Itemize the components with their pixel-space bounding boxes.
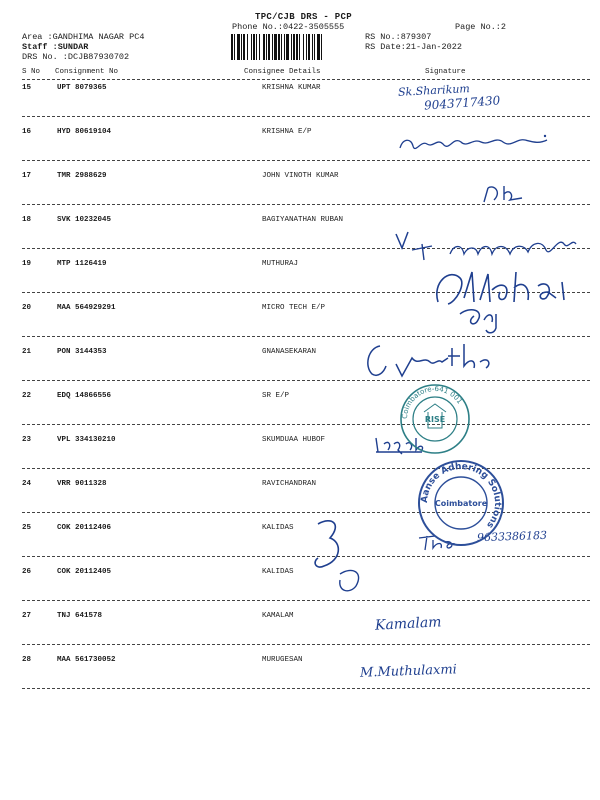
row-divider [22, 600, 590, 601]
row-sno: 28 [22, 656, 32, 664]
row-consignment-no: TMR 2988629 [57, 172, 107, 180]
signature-row-17 [480, 180, 530, 211]
row-consignment-no: MAA 561730052 [57, 656, 116, 664]
row-sno: 21 [22, 348, 32, 356]
row-consignee: MICRO TECH E/P [262, 304, 326, 312]
row-consignee: GNANASEKARAN [262, 348, 317, 356]
row-consignee: KRISHNA KUMAR [262, 84, 321, 92]
row-sno: 19 [22, 260, 32, 268]
signature-name-15: Sk.Sharikum [397, 82, 471, 99]
row-sno: 20 [22, 304, 32, 312]
rs-number: RS No.:879307 [365, 32, 432, 42]
row-sno: 23 [22, 436, 32, 444]
col-consignee: Consignee Details [244, 68, 321, 76]
signature-phone-25: 9633386183 [476, 528, 548, 545]
row-consignee: SKUMDUAA HUBOF [262, 436, 326, 444]
row-sno: 17 [22, 172, 32, 180]
row-sno: 24 [22, 480, 32, 488]
row-consignee: KAMALAM [262, 612, 294, 620]
row-consignment-no: MAA 564929291 [57, 304, 116, 312]
row-divider [22, 644, 590, 645]
rs-date: RS Date:21-Jan-2022 [365, 42, 462, 52]
row-divider [22, 556, 590, 557]
row-consignee: SR E/P [262, 392, 290, 400]
stamp1-ring-text: Coimbatore-641 001 [400, 384, 464, 420]
row-consignee: KRISHNA E/P [262, 128, 312, 136]
col-sno: S No [22, 68, 41, 76]
row-divider [22, 116, 590, 117]
staff-label: Staff :SUNDAR [22, 42, 89, 52]
signature-row-25 [312, 514, 372, 609]
barcode [231, 34, 355, 60]
stamp2-ring-text: Aanse Adhering Solutions [419, 461, 503, 530]
sheet-title: TPC/CJB DRS - PCP [255, 12, 352, 22]
signature-name-27: Kamalam [374, 614, 442, 634]
row-divider [22, 688, 590, 689]
area-label: Area :GANDHIMA NAGAR PC4 [22, 32, 145, 42]
company-stamp-2 [416, 458, 506, 553]
row-consignment-no: COK 20112406 [57, 524, 112, 532]
row-consignee: BAGIYANATHAN RUBAN [262, 216, 344, 224]
row-sno: 15 [22, 84, 32, 92]
row-consignment-no: PON 3144353 [57, 348, 107, 356]
row-consignee: RAVICHANDRAN [262, 480, 317, 488]
row-consignment-no: VRR 9011328 [57, 480, 107, 488]
company-stamp-1 [398, 382, 472, 461]
row-sno: 22 [22, 392, 32, 400]
signature-name-28: M.Muthulaxmi [359, 662, 458, 681]
row-sno: 25 [22, 524, 32, 532]
row-consignee: KALIDAS [262, 524, 294, 532]
row-consignment-no: MTP 1126419 [57, 260, 107, 268]
signature-row-19-20 [430, 262, 580, 347]
col-consignment: Consignment No [55, 68, 119, 76]
page-number: Page No.:2 [455, 22, 507, 32]
phone-number: Phone No.:0422-3505555 [232, 22, 345, 32]
row-consignment-no: SVK 10232045 [57, 216, 112, 224]
row-sno: 26 [22, 568, 32, 576]
signature-phone-15: 9043717430 [423, 93, 501, 113]
row-divider [22, 424, 590, 425]
row-consignee: JOHN VINOTH KUMAR [262, 172, 339, 180]
row-consignment-no: COK 20112405 [57, 568, 112, 576]
row-consignee: KALIDAS [262, 568, 294, 576]
row-consignee: MURUGESAN [262, 656, 303, 664]
row-sno: 18 [22, 216, 32, 224]
row-consignee: MUTHURAJ [262, 260, 299, 268]
row-consignment-no: TNJ 641578 [57, 612, 103, 620]
col-signature: Signature [425, 68, 466, 76]
row-sno: 27 [22, 612, 32, 620]
row-sno: 16 [22, 128, 32, 136]
drs-number: DRS No. :DCJB87930702 [22, 52, 130, 62]
stamp2-inner-text: Coimbatore [434, 499, 488, 508]
signature-row-16 [395, 130, 555, 165]
row-consignment-no: VPL 334130210 [57, 436, 116, 444]
row-consignment-no: UPT 8079365 [57, 84, 107, 92]
header-divider [22, 79, 590, 80]
stamp1-inner-text: RISE [424, 415, 446, 424]
row-consignment-no: EDQ 14866556 [57, 392, 112, 400]
row-consignment-no: HYD 80619104 [57, 128, 112, 136]
